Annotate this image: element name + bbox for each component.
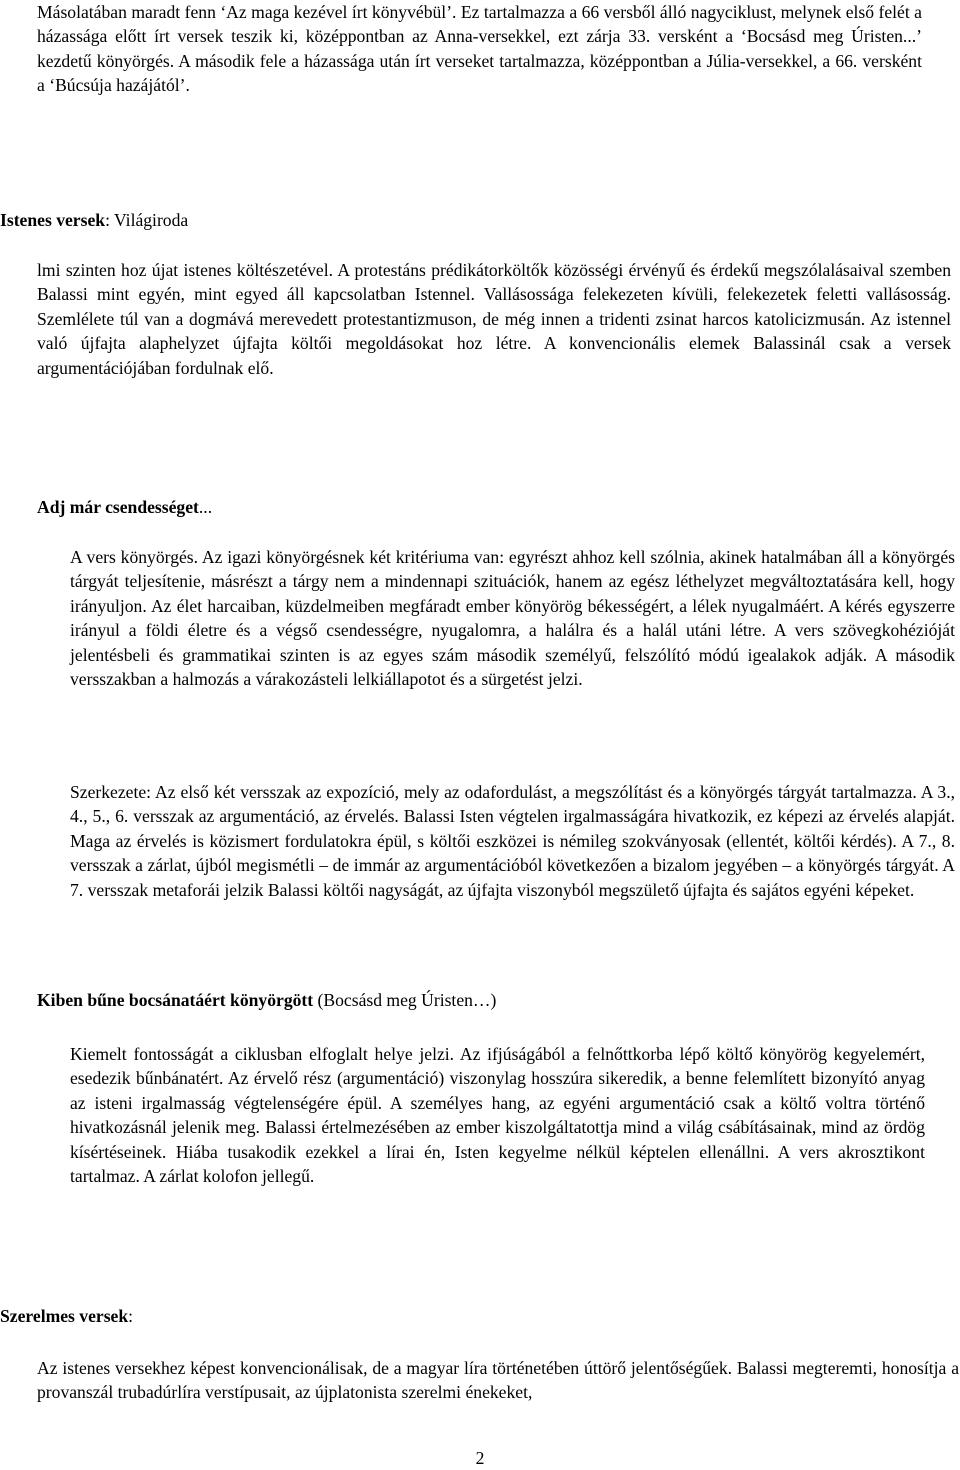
heading-adj-mar-bold: Adj már csendességet <box>37 497 199 517</box>
heading-szerelmes-versek <box>0 1304 133 1328</box>
page-number: 2 <box>475 1448 485 1468</box>
heading-szerelmes-bold: Szerelmes versek <box>0 1306 129 1326</box>
heading-adj-mar-rest: ... <box>198 497 213 517</box>
adj-mar-paragraph-2: Szerkezete: Az első két versszak az expozíció, mely az odafordulást, a megszólítást és a könyörgés tárgyát tartalmazza. A 3., 4., 5., 6. versszak az argumentáció, az érvelés. Balassi Isten végtelen irgalmasságára hivatkozik, ez képezi az érvelés alapját. Maga az érvelés is közismert fordulatokra épül, s költői eszközei is némileg szokványosak (ellentét, költői kérdés). A 7., 8. versszak a zárlat, újból megismétli – de immár az argumentációból következően a bizalom jegyében – a könyörgés tárgyát. A 7. versszak metaforái jelzik Balassi költői nagyságát, az újfajta viszonyból megszülető újfajta és sajátos egyéni képeket. <box>70 782 955 900</box>
heading-kiben-bold: Kiben bűne bocsánatáért könyörgött <box>37 990 314 1010</box>
heading-adj-mar <box>37 495 212 519</box>
istenes-paragraph: lmi szinten hoz újat istenes költészetével. A protestáns prédikátorköltők közösségi érvényű és érdekű megszólalásaival szemben Balassi mint egyén, mint egyed áll kapcsolatban Istennel. Vallásossága felekezeten kívüli, felekezetek feletti vallásosság. Szemlélete túl van a dogmává merevedett protestantizmuson, de még innen a tridenti zsinat harcos katolicizmusán. Az istennel való újfajta alaphelyzet újfajta költői megoldásokat hoz létre. A konvencionális elemek Balassinál csak a versek argumentációjában fordulnak elő. <box>37 260 951 378</box>
adj-mar-paragraph-1: A vers könyörgés. Az igazi könyörgésnek két kritériuma van: egyrészt ahhoz kell szólnia, akinek hatalmában áll a könyörgés tárgyát teljesítenie, másrészt a tárgy nem a mindennapi szituációk, hanem az egész léthelyzet megváltoztatására kell, hogy irányuljon. Az élet harcaiban, küzdelmeiben megfáradt ember könyörög békességért, a lélek nyugalmáért. A kérés egyszerre irányul a földi életre és a végső csendességre, nyugalomra, a halálra és a halál utáni létre. A vers szövegkohézióját jelentésbeli és grammatikai szinten is az egyes szám második személyű, felszólító módú igealakok adják. A második versszakban a halmozás a várakozásteli lelkiállapotot és a sürgetést jelzi. <box>70 547 955 690</box>
heading-kiben-rest: (Bocsásd meg Úristen…) <box>313 990 497 1010</box>
intro-paragraph: Másolatában maradt fenn ‘Az maga kezével írt könyvébül’. Ez tartalmazza a 66 versből álló nagyciklust, melynek első felét a házassága előtt írt versek teszik ki, középpontban az Anna-versekkel, ezt zárja 33. versként a ‘Bocsásd meg Úristen...’ kezdetű könyörgés. A második fele a házassága után írt verseket tartalmazza, középpontban a Júlia-versekkel, a 66. versként a ‘Búcsúja hazájától’. <box>37 2 922 96</box>
heading-szerelmes-rest: : <box>128 1306 134 1326</box>
szerelmes-paragraph: Az istenes versekhez képest konvencionálisak, de a magyar líra történetében úttörő jelentőségűek. Balassi megteremti, honosítja a provanszál trubadúrlíra verstípusait, az újplatonista szerelmi énekeket, <box>37 1358 959 1403</box>
heading-kiben-bune <box>37 988 496 1012</box>
kiben-paragraph: Kiemelt fontosságát a ciklusban elfoglalt helye jelzi. Az ifjúságából a felnőttkorba lépő költő könyörög kegyelemért, esedezik bűnbánatért. Az érvelő rész (argumentáció) viszonylag hosszúra sikeredik, a benne felemlített bizonyító anyag az isteni irgalmasság végtelenségére épül. A személyes hang, az egyéni argumentáció csak a költő voltra történő hivatkozásnál jelenik meg. Balassi értelmezésében az ember kiszolgáltatottja mind a világ csábításainak, mind az ördög kísértéseinek. Hiába tusakodik ezekkel a lírai én, Isten kegyelme nélkül képtelen ellenállni. A vers akrosztikont tartalmaz. A zárlat kolofon jellegű. <box>70 1044 925 1187</box>
heading-istenes-rest: : Világiroda <box>105 210 189 230</box>
heading-istenes-bold: Istenes versek <box>0 210 106 230</box>
heading-istenes-versek <box>0 208 188 232</box>
